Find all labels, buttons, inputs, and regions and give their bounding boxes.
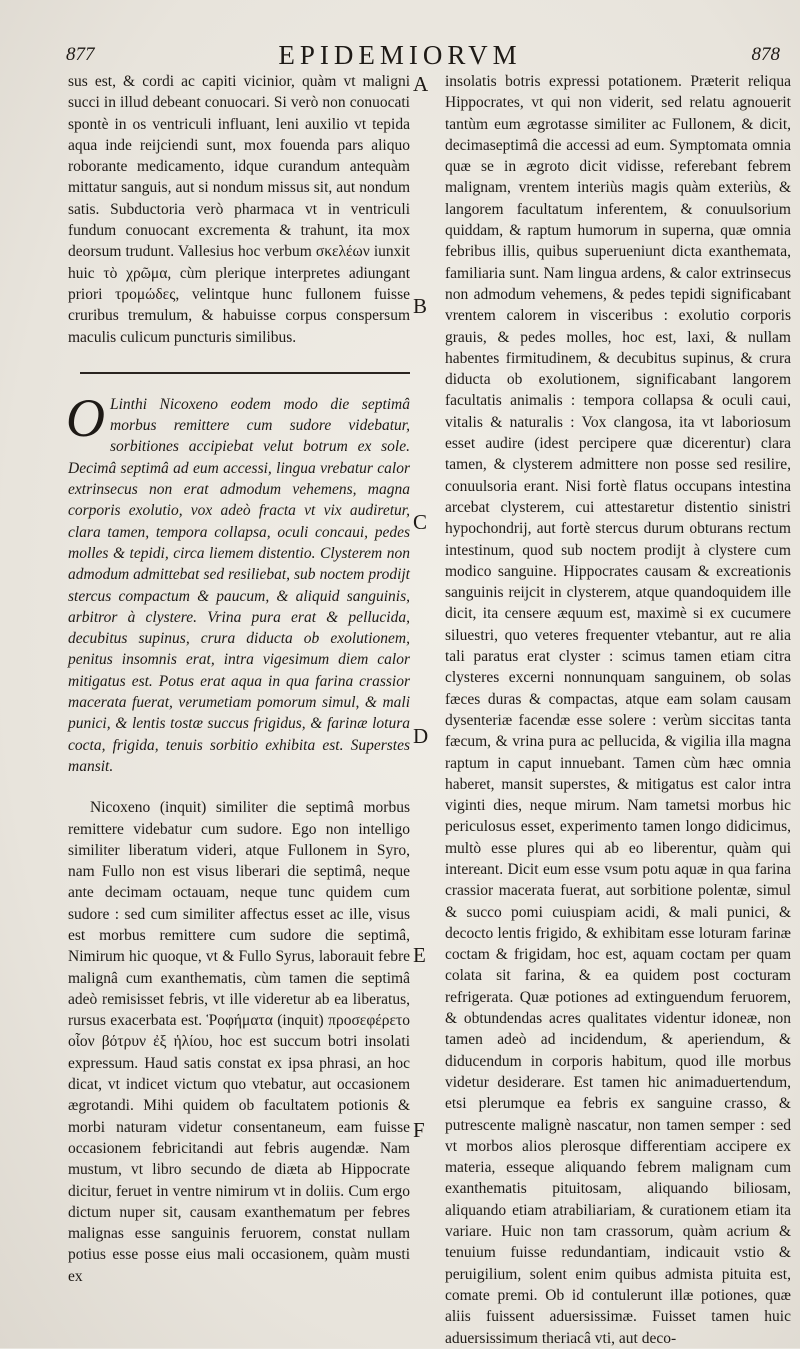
drop-cap-initial: O bbox=[66, 387, 105, 448]
commentary-paragraph-bottom: Nicoxeno (inquit) similiter die septimâ morbus remittere videbatur cum sudore. Ego non intelligo similiter liberatum videri, atque Fullonem in Syro, nam Fullo non est visus liberari die septimâ, neque ante decimam octauam, neque tunc quidem cum sudore : sed cum similiter affectus esset ac ille, visus est morbus remittere cum sudore die septimâ, Nimirum hic quoque, vt & Fullo Syrus, laborauit febre malignâ cum exanthematis, cùm tamen die septimâ adeò remisisset febris, vt ille videretur ab ea liberatus, rursus exacerbata est. Ῥοφήματα (inquit) προσεφέρετο οἷον βότρυν ἐξ ἡλίου, hoc est succum botri insolati expressum. Haud satis constat ex ipsa phrasi, an hoc dicat, vt indicet victum quo vtebatur, aut occasionem ægrotandi. Mihi quidem ob facultatem potionis & morbi naturam videtur consentaneum, eam fuisse occasionem febricitandi aut febris augendæ. Nam mustum, vt libro secundo de diæta ab Hippocrate dicitur, feruet in ventre nimirum vt in doliis. Cum ergo dictum nuper sit, causam exanthematum per febres malignas esse sanguinis feruorem, constat nullam potius esse posse eius mali occasionem, quàm musti ex bbox=[68, 799, 410, 1285]
section-divider bbox=[80, 372, 410, 374]
running-title: EPIDEMIORVM bbox=[278, 40, 522, 70]
margin-marker-f: F bbox=[413, 1118, 425, 1142]
margin-marker-e: E bbox=[413, 943, 426, 967]
margin-marker-c: C bbox=[413, 510, 428, 534]
margin-marker-d: D bbox=[413, 724, 429, 748]
margin-marker-a: A bbox=[413, 72, 429, 96]
hippocratic-text-body: Linthi Nicoxeno eodem modo die septimâ morbus remittere cum sudore videbatur, sorbitiones accipiebat velut botrum ex sole. Decimâ septimâ ad eum accessi, lingua vrebatur calor extrinsecus non erat admodum vehemens, magna corporis exolutio, vox adeò fracta vt vix audiretur, clara tamen, tempora collapsa, oculi concaui, pedes molles & tepidi, circa liemem distentio. Clysterem non admodum admittebat sed resiliebat, sub noctem prodijt stercus compactum & paucum, & aliquid sanguinis, arbitror à clystere. Vrina pura erat & pellucida, decubitus supinus, crura diducta ob exolutionem, penitus insomnis erat, intra vigesimum diem calor mitigatus est. Potus erat aqua in qua farina crassior macerata fuerat, verumetiam pomorum simul, & mali punici, & lentis tostæ succus frigidus, & farinæ lotura cocta, frigida, tenuis sorbitio exhibita est. Superstes mansit. bbox=[68, 395, 410, 775]
commentary-paragraph-right: insolatis botris expressi potationem. Præterit reliqua Hippocrates, vt qui non viderit, sed relatu agnouerit tantùm eum ægrotasse similiter ac Fullonem, & dicit, decimaseptimâ die accessi ad eum. Symptomata omnia quæ se in ægroto dicit vidisse, referebant febrem malignam, vrentem interiùs magis quàm exteriùs, & langorem facultatum inferentem, & conuulsorium quiddam, & raptum humorum in superna, quæ omnia febribus illis, quibus superueniunt dicta exanthemata, familiaria sunt. Nam lingua ardens, & calor extrinsecus non admodum vehemens, & pedes tepidi significabant vrentem calorem in visceribus : exolutio corporis grauis, & pedes molles, hoc est, laxi, & nullam habentes firmitudinem, & decubitus supinus, & crura diducta ob exolutionem, significabant langorem facultatis animalis : tempora collapsa & oculi caui, vitalis & naturalis : Vox clangosa, ita vt laboriosum esset audire (idest percipere quæ dicerentur) clara tamen, & clysterem admittere non posse sed resilire, conuulsoria erant. Nisi fortè flatus occupans intestina arcebat clysterem, cui attestaretur distentio sinistri hypochondrij, aut fortè stercus durum obturans rectum intestinum, quod sub noctem prodijt à clystere cum modico sanguine. Hippocrates causam & excreationis sanguinis reijcit in clysterem, atque quandoquidem ille dicit, ita censere æquum est, maximè si ex cucumere siluestri, quo veteres frequenter vtebantur, aut re alia tali paratus erat clyster : scimus tamen etiam citra clysteres excerni nonnunquam sanguinem, ob solas fæces duras & compactas, atque eam solam causam dysenteriæ facendæ esse solere : verùm siccitas tanta fæcum, & vrina pura ac pellucida, & vigilia illa magna raptum in caput innuebant. Tamen cùm hæc omnia haberet, mansit superstes, & mitigatus est calor intra viginti dies, neque mirum. Nam tametsi morbus hic periculosus esset, experimento tamen longo didicimus, multò esse plures qui ab eo liberentur, quàm qui intereant. Dicit eum esse vsum potu aquæ in qua farina crassior macerata fuerat, aut sorbitione polentæ, simul & succo pomi cuiuspiam acidi, & mali punici, & decocto lentis frigido, & exhibitam esse loturam farinæ coctam & frigidam, hoc est, aquam coctam per quam colata sit farina, & ea quidem post cocturam refrigerata. Quæ potiones ad extinguendum feruorem, & obtundendas acres qualitates videntur idoneæ, non tamen adeò ad incidendum, & aperiendum, & diducendum in corporis habitum, quod ille morbus videtur desiderare. Est tamen hic animaduertendum, etsi plerumque ea febris ex sanguine crasso, & putrescente malignè nascatur, non tamen semper : sed vt morbos alios plerosque differentiam accipere ex materia, esseque aliquando febrem malignam cum exanthematis pituitosam, aliquando biliosam, aliquando etiam atrabiliariam, & curationem etiam ita variare. Huic non tam crassorum, quàm acrium & tenuium fuisse redundantiam, indicauit vstio & peruigilium, solent enim quibus admista pituita est, comate premi. Ob id contulerunt illæ potiones, quæ aliis fuissent aduersissimæ. Fuisset tamen huic aduersissimum theriacâ vti, aut deco- bbox=[445, 73, 791, 1347]
margin-marker-b: B bbox=[413, 294, 428, 318]
right-page-number: 878 bbox=[751, 44, 780, 65]
page-header bbox=[0, 40, 800, 70]
left-page-number: 877 bbox=[66, 44, 95, 65]
right-column bbox=[445, 71, 791, 1349]
left-column bbox=[68, 71, 410, 1287]
spacer bbox=[68, 777, 410, 797]
commentary-paragraph-top: sus est, & cordi ac capiti vicinior, quàm vt maligni succi in illud debeant conuocari. Si verò non conuocati spontè in os ventriculi influant, leni auxilio vt tepida aqua inde reijciendi sunt, mox fouenda pars aliquo roborante medicamento, idque curandum antequàm mittatur sanguis, aut si nondum missus sit, aut nondum satis. Subductoria verò pharmaca vt in ventriculi fundum conuocant excrementa & trahunt, ita mox deorsum trudunt. Vallesius hoc verbum σκελέων iunxit huic τὸ χρῶμα, cùm plerique interpretes adiungant priori τρομώδες, velintque hunc fullonem fuisse cruribus tremulum, & habuisse corpus conspersum maculis culicum puncturis similibus. bbox=[68, 73, 410, 346]
hippocratic-text-paragraph bbox=[66, 387, 410, 777]
